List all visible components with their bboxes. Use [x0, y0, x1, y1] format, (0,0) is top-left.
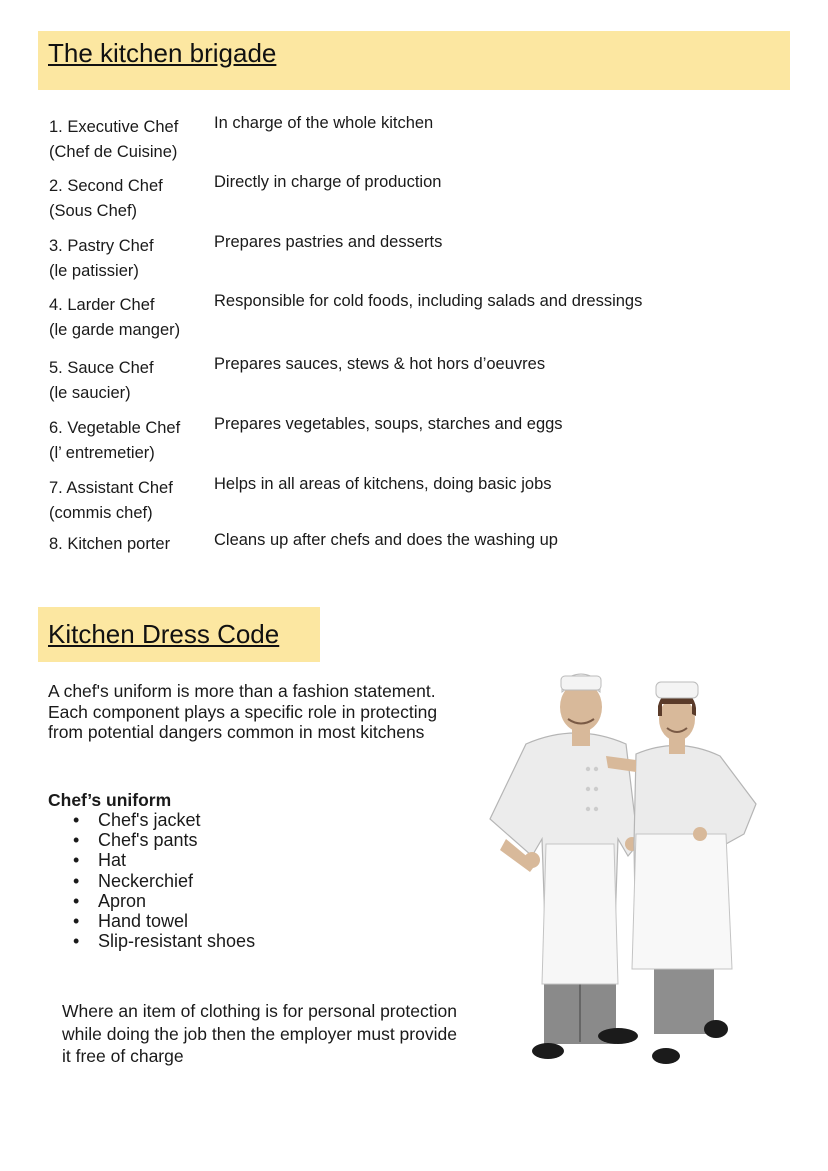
- role-duty: Prepares vegetables, soups, starches and eggs: [214, 415, 563, 433]
- role-name: 1. Executive Chef (Chef de Cuisine): [49, 118, 179, 161]
- role-duty: In charge of the whole kitchen: [214, 114, 434, 132]
- role-name: 2. Second Chef (Sous Chef): [49, 177, 163, 220]
- role-name: 3. Pastry Chef (le patissier): [49, 237, 154, 280]
- dress-code-intro: A chef's uniform is more than a fashion statement. Each component plays a specific role in protecting from potential dangers common in most kitchens: [48, 681, 438, 742]
- role-duty: Helps in all areas of kitchens, doing basic jobs: [214, 475, 552, 493]
- female-chef-figure: [606, 682, 756, 1064]
- role-name: 6. Vegetable Chef (l’ entremetier): [49, 419, 181, 462]
- list-item: • Hand towel: [70, 911, 255, 931]
- role-name: 4. Larder Chef (le garde manger): [49, 296, 181, 339]
- role-duty: Cleans up after chefs and does the washing up: [214, 531, 558, 549]
- uniform-list: [70, 810, 255, 951]
- role-name: 8. Kitchen porter: [49, 535, 171, 553]
- brigade-heading-band: [38, 31, 790, 90]
- list-item: • Apron: [70, 891, 255, 911]
- role-name: 7. Assistant Chef (commis chef): [49, 479, 173, 522]
- role-name: 5. Sauce Chef (le saucier): [49, 359, 154, 402]
- role-duty: Responsible for cold foods, including salads and dressings: [214, 292, 643, 310]
- uniform-title: Chef’s uniform: [48, 790, 172, 810]
- role-duty: Prepares sauces, stews & hot hors d’oeuvres: [214, 355, 546, 373]
- dress-code-heading: Kitchen Dress Code: [48, 619, 280, 649]
- list-item: • Neckerchief: [70, 871, 255, 891]
- dress-code-heading-band: [38, 607, 320, 662]
- list-item: • Chef's pants: [70, 830, 255, 850]
- role-duty: Prepares pastries and desserts: [214, 233, 443, 251]
- brigade-heading: The kitchen brigade: [48, 38, 277, 68]
- employer-note: Where an item of clothing is for personal protection while doing the job then the employer must provide it free of charge: [62, 1001, 457, 1066]
- list-item: • Chef's jacket: [70, 810, 255, 830]
- role-duty: Directly in charge of production: [214, 173, 442, 191]
- list-item: • Hat: [70, 850, 255, 870]
- list-item: • Slip-resistant shoes: [70, 931, 255, 951]
- male-chef-figure: [490, 674, 639, 1059]
- chefs-photo: [486, 664, 776, 1074]
